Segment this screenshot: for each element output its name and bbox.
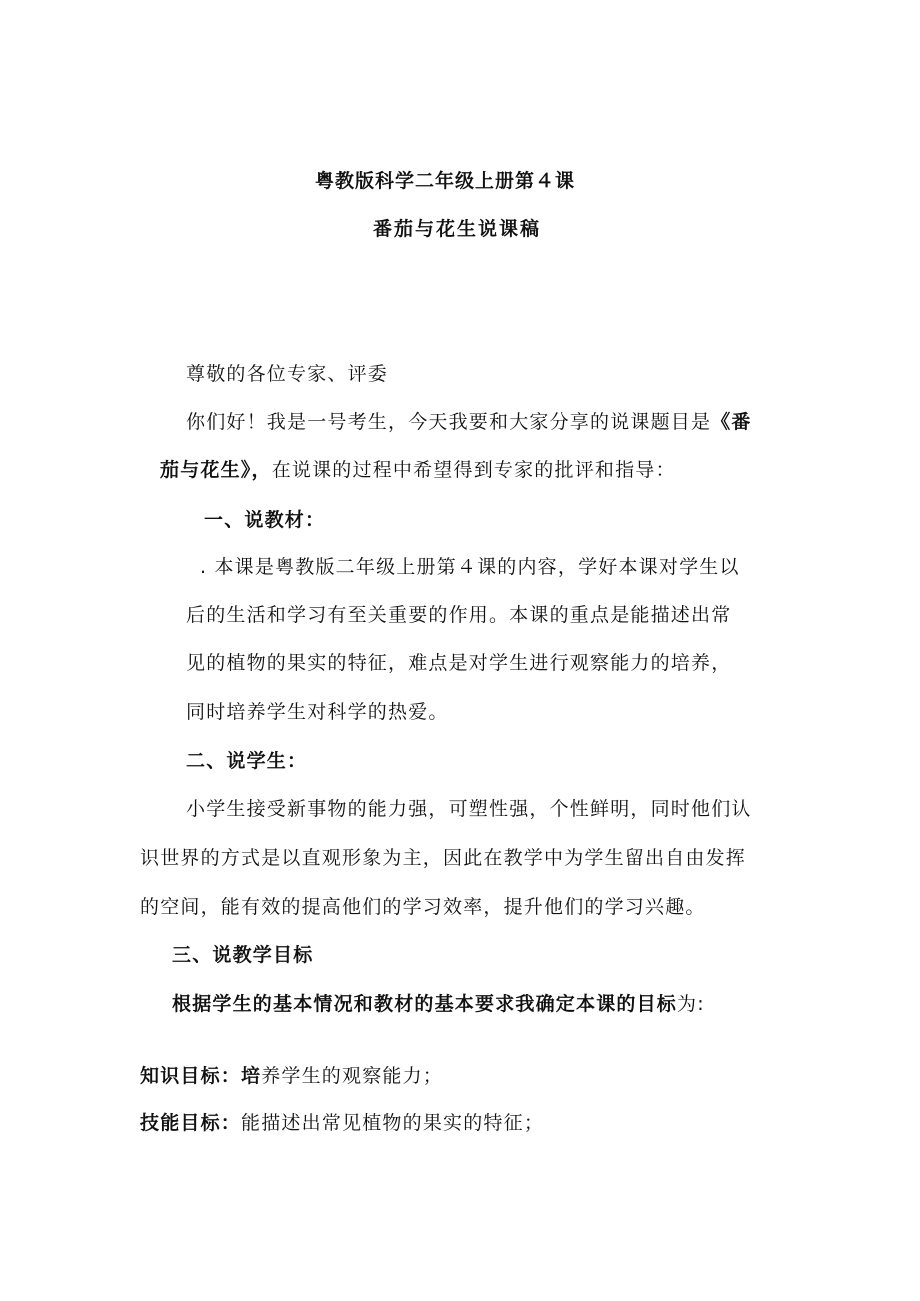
intro-line-2 <box>160 458 676 482</box>
paragraph-line: 后的生活和学习有至关重要的作用。本课的重点是能描述出常 <box>186 604 732 626</box>
goals-intro-end: 为: <box>677 993 705 1015</box>
skill-goal <box>140 1111 544 1135</box>
paragraph-line: 同时培养学生对科学的热爱。 <box>186 701 449 723</box>
knowledge-goal <box>140 1064 443 1088</box>
page-title: 粤教版科学二年级上册第４课 <box>315 170 576 192</box>
paragraph-line: . 本课是粤教版二年级上册第４课的内容，学好本课对学生以 <box>200 556 740 578</box>
page-subtitle: 番茄与花生说课稿 <box>373 218 542 240</box>
greeting: 尊敬的各位专家、评委 <box>186 363 389 385</box>
knowledge-goal-label: 知识目标：培 <box>140 1065 262 1087</box>
skill-goal-label: 技能目标： <box>140 1112 242 1134</box>
goals-intro-bold: 根据学生的基本情况和教材的基本要求我确定本课的目标 <box>172 993 678 1015</box>
section-heading-textbook: 一、说教材： <box>204 509 326 531</box>
section-heading-students: 二、说学生： <box>186 750 308 772</box>
section-heading-goals: 三、说教学目标 <box>172 944 314 966</box>
intro-topic-end: 茄与花生》， <box>160 459 272 481</box>
paragraph-line: 小学生接受新事物的能力强，可塑性强，个性鲜明，同时他们认 <box>186 798 752 820</box>
intro-text-cont: 在说课的过程中希望得到专家的批评和指导： <box>271 459 676 481</box>
intro-topic-start: 《番 <box>711 411 752 433</box>
intro-text: 你们好！我是一号考生，今天我要和大家分享的说课题目是 <box>186 411 712 433</box>
skill-goal-text: 能描述出常见植物的果实的特征； <box>241 1112 545 1134</box>
paragraph-line: 识世界的方式是以直观形象为主，因此在教学中为学生留出自由发挥 <box>140 847 747 869</box>
goals-intro <box>172 992 705 1016</box>
intro-line-1 <box>186 410 752 434</box>
paragraph-line: 见的植物的果实的特征，难点是对学生进行观察能力的培养， <box>186 652 732 674</box>
paragraph-line: 的空间，能有效的提高他们的学习效率，提升他们的学习兴趣。 <box>140 896 706 918</box>
knowledge-goal-text: 养学生的观察能力； <box>261 1065 444 1087</box>
